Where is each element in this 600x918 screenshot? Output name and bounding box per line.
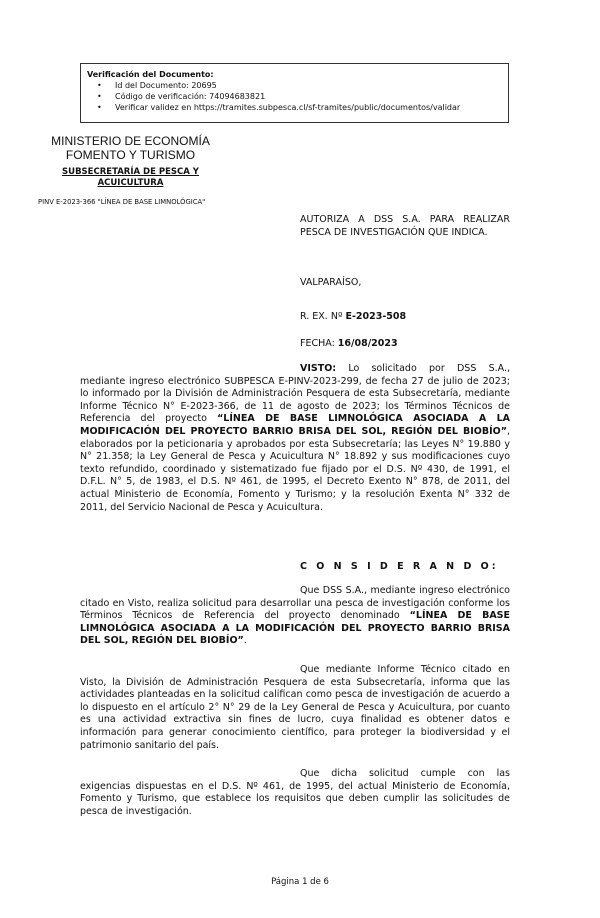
- verification-code: • Código de verificación: 74094683821: [97, 91, 502, 102]
- page-number: Página 1 de 6: [271, 877, 329, 887]
- considerando-paragraph-2: Que mediante Informe Técnico citado en Visto, la División de Administración Pesquera de esta Subsecretaría, informa que las actividades planteadas en la solicitud califican como pesca de investigación de acuerdo a lo dispuesto en el artículo 2° N° 29 de la Ley General de Pesca y Acuicultura, por cuanto es una actividad extractiva sin fines de lucro, cuya finalidad es obtener datos e información para generar conocimiento científico, para proteger la biodiversidad y el patrimonio sanitario del país.: [80, 664, 510, 751]
- ministry-line-1: MINISTERIO DE ECONOMÍA: [51, 134, 210, 148]
- verification-url[interactable]: • Verificar validez en https://tramites.subpesca.cl/sf-tramites/public/documentos/validar: [97, 102, 502, 113]
- subsecretaria-line-1: SUBSECRETARÍA DE PESCA Y: [62, 167, 199, 177]
- visto-paragraph: [80, 363, 510, 514]
- rex-label: R. EX. Nº: [300, 311, 346, 322]
- visto-text-b: , elaborados por la peticionaria y aprobados por esta Subsecretaría; las Leyes N° 19.880 y N° 21.358; la Ley General de Pesca y Acuicultura N° 18.892 y sus modificaciones cuyo texto refundido, coordinado y sistematizado fue fijado por el D.S. Nº 430, de 1991, el D.F.L. N° 5, de 1983, el D.S. Nº 461, de 1995, el Decreto Exento N° 878, de 2011, del actual Ministerio de Economía, Fomento y Turismo; y la resolución Exenta N° 332 de 2011, del Servicio Nacional de Pesca y Acuicultura.: [80, 425, 510, 513]
- resolution-date: [300, 338, 398, 351]
- verification-title: Verificación del Documento:: [87, 70, 214, 79]
- considerando-paragraph-3: Que dicha solicitud cumple con las exigencias dispuestas en el D.S. Nº 461, de 1995, del actual Ministerio de Economía, Fomento y Turismo, que establece los requisitos que deben cumplir las solicitudes de pesca de investigación.: [80, 768, 510, 817]
- c1-project-name: “LÍNEA DE BASE LIMNOLÓGICA ASOCIADA A LA MODIFICACIÓN DEL PROYECTO BARRIO BRISA DEL SOL, REGIÓN DEL BIOBÍO”: [80, 610, 511, 647]
- c1-text-a: Que DSS S.A., mediante ingreso electrónico citado en Visto, realiza solicitud para desarrollar una pesca de investigación conforme los Términos Técnicos de Referencia del proyecto denominado: [80, 585, 510, 622]
- subsecretaria-header: [38, 167, 223, 189]
- fecha-value: 16/08/2023: [337, 338, 398, 349]
- verification-list: [97, 80, 502, 113]
- visto-text-a: Lo solicitado por DSS S.A., mediante ingreso electrónico SUBPESCA E-PINV-2023-299, de fecha 27 de julio de 2023; lo informado por la División de Administración Pesquera de esta Subsecretaría, mediante Informe Técnico N° E-2023-366, de 11 de agosto de 2023; los Términos Técnicos de Referencia del proyecto: [80, 363, 510, 425]
- c1-text-b: .: [243, 635, 247, 647]
- resolution-title: AUTORIZA A DSS S.A. PARA REALIZAR PESCA DE INVESTIGACIÓN QUE INDICA.: [300, 214, 510, 238]
- fecha-label: FECHA:: [300, 338, 338, 349]
- ministry-header: [38, 134, 223, 162]
- considerando-heading: C O N S I D E R A N D O:: [300, 561, 499, 572]
- place: VALPARAÍSO,: [300, 277, 362, 288]
- considerando-paragraph-1: [80, 585, 510, 648]
- verification-box: [80, 63, 509, 123]
- visto-project-name: “LÍNEA DE BASE LIMNOLÓGICA ASOCIADA A LA MODIFICACIÓN DEL PROYECTO BARRIO BRISA DEL SOL, REGIÓN DEL BIOBÍO”: [80, 413, 510, 437]
- ministry-line-2: FOMENTO Y TURISMO: [65, 148, 196, 162]
- rex-number: E-2023-508: [345, 311, 407, 322]
- verification-document-id: • Id del Documento: 20695: [97, 80, 502, 91]
- resolution-number: [300, 311, 406, 324]
- subsecretaria-line-2: ACUICULTURA: [97, 178, 164, 188]
- pinv-reference: PINV E-2023-366 "LÍNEA DE BASE LIMNOLÓGICA": [38, 198, 206, 206]
- visto-label: VISTO:: [300, 363, 337, 374]
